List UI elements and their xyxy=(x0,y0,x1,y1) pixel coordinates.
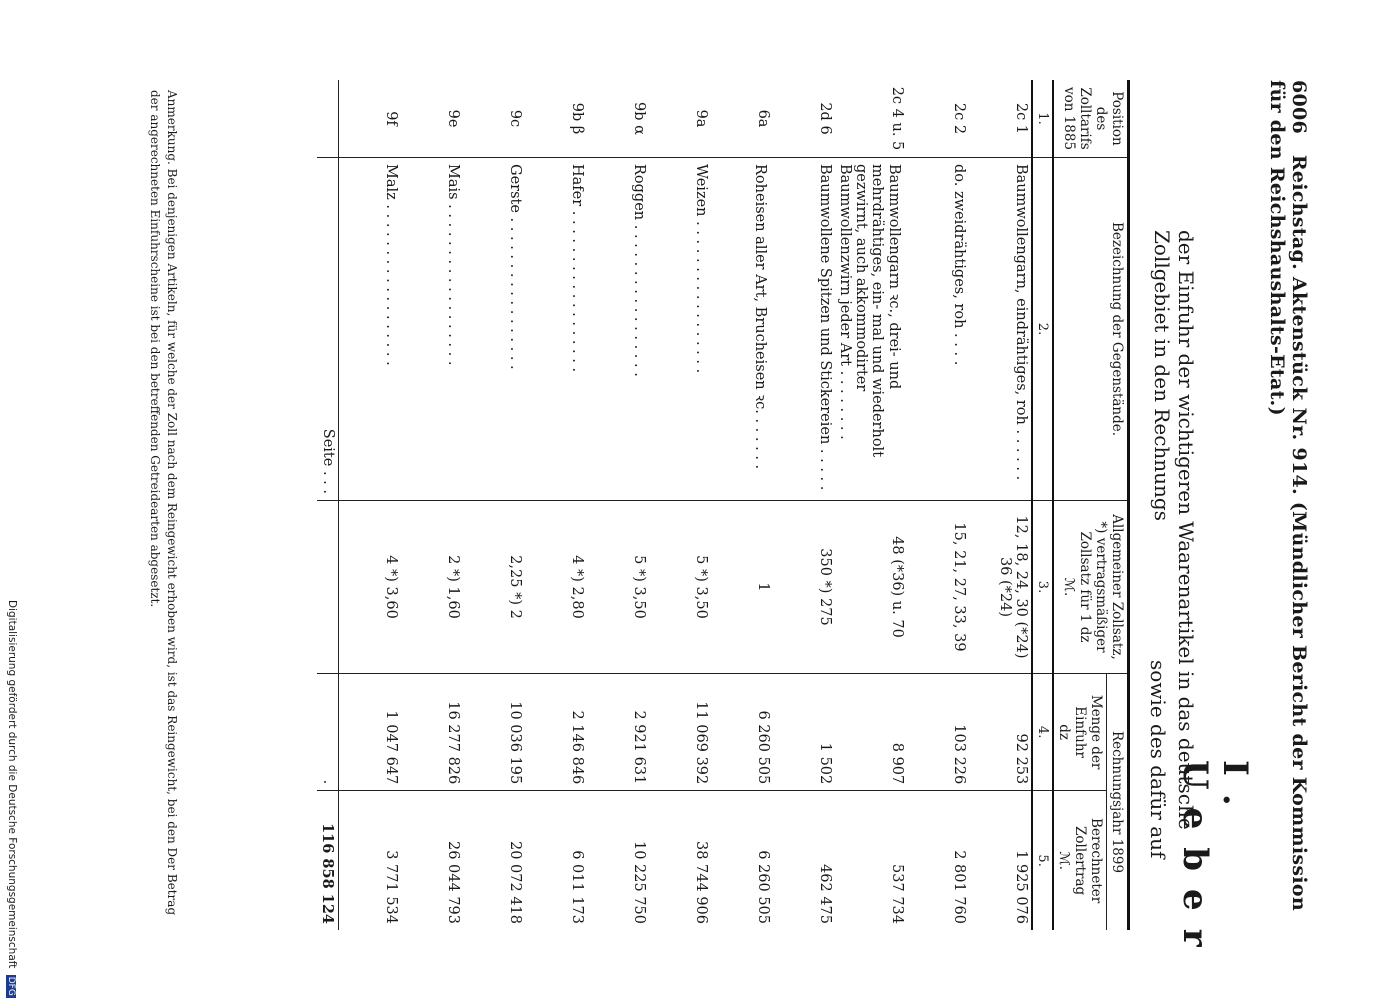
row-quantity: 11 069 392 xyxy=(649,674,711,791)
section-subtitle: sowie des dafür auf xyxy=(1146,660,1170,859)
header-quantity-text: Menge der Einfuhr xyxy=(1072,694,1104,770)
row-position: 2c 2 xyxy=(951,102,967,135)
row-duty: 3 771 534 xyxy=(339,791,402,930)
column-number: 2. xyxy=(1032,158,1053,501)
header-rate-unit: ℳ. xyxy=(1061,577,1077,597)
row-quantity: 103 226 xyxy=(907,674,969,791)
row-position: 2d 6 xyxy=(817,102,833,135)
table-row xyxy=(649,80,711,930)
table-row xyxy=(969,80,1032,930)
row-rate: 5 *) 3,50 xyxy=(587,501,649,674)
row-position: 6a xyxy=(755,109,771,128)
row-duty: 6 260 505 xyxy=(711,791,773,930)
row-description: Hafer . . . . . . . . . . . . . . . . . . xyxy=(525,158,587,501)
header-rate-text: Allgemeiner Zollsatz, *) vertragsmäßiger Zollsatz für 1 dz xyxy=(1077,514,1125,660)
row-rate: 350 *) 275 xyxy=(773,501,835,674)
row-duty: 2 801 760 xyxy=(907,791,969,930)
total-quantity: . xyxy=(317,674,339,791)
section-heading-word: Ueber xyxy=(1175,760,1215,965)
column-number: 3. xyxy=(1032,501,1053,674)
row-description: Weizen . . . . . . . . . . . . . . . . . xyxy=(649,158,711,501)
row-quantity: 6 260 505 xyxy=(711,674,773,791)
table-row xyxy=(463,80,525,930)
row-position: 9f xyxy=(383,111,399,126)
running-header xyxy=(1266,80,1310,930)
table-row xyxy=(587,80,649,930)
row-description: Baumwollengarn ꝛc., drei- und mehrdrähtiges, ein- mal und wiederholt gezwirnt, auch akkommodirter Baumwollenzwirn jeder Art . . . . . . . . xyxy=(835,158,907,501)
row-rate: 5 *) 3,50 xyxy=(649,501,711,674)
row-quantity: 2 146 846 xyxy=(525,674,587,791)
row-description: Baumwollengarn, eindrähtiges, roh . . . . . . xyxy=(969,158,1032,501)
row-description: Mais . . . . . . . . . . . . . . . . . . xyxy=(401,158,463,501)
row-duty: 26 044 793 xyxy=(401,791,463,930)
row-rate: 4 *) 2,80 xyxy=(525,501,587,674)
page-number: 6006 xyxy=(1288,80,1310,135)
table-row xyxy=(907,80,969,930)
header-description: Bezeichnung der Gegenstände. xyxy=(1053,158,1129,501)
digitization-credit xyxy=(6,600,18,998)
table-row xyxy=(711,80,773,930)
row-rate: 1 xyxy=(711,501,773,674)
row-quantity: 1 502 xyxy=(773,674,835,791)
row-description: Malz . . . . . . . . . . . . . . . . . . xyxy=(339,158,402,501)
header-duty-text: Berechneter Zollertrag xyxy=(1072,818,1104,904)
table-row xyxy=(401,80,463,930)
row-position: 2c 1 xyxy=(1013,102,1029,135)
table-row xyxy=(339,80,402,930)
header-quantity xyxy=(1053,674,1107,791)
row-duty: 6 011 173 xyxy=(525,791,587,930)
row-description: Gerste . . . . . . . . . . . . . . . . . xyxy=(463,158,525,501)
table-row xyxy=(773,80,835,930)
section-roman: I. xyxy=(1215,760,1255,824)
row-description: Baumwollene Spitzen und Stickereien . . . . . xyxy=(773,158,835,501)
row-duty: 38 744 906 xyxy=(649,791,711,930)
total-row xyxy=(317,80,339,930)
column-number: 1. xyxy=(1032,80,1053,158)
row-rate: 2 *) 1,60 xyxy=(401,501,463,674)
row-description: Roheisen aller Art, Brucheisen ꝛc. . . . . . . xyxy=(711,158,773,501)
section-title: der Einfuhr der wichtigeren Waarenartikel in das deutsche Zollgebiet in den Rechnungs xyxy=(1150,230,1198,830)
dfg-logo: DFG xyxy=(6,976,16,996)
row-duty: 537 734 xyxy=(835,791,907,930)
footnote: Anmerkung. Bei denjenigen Artikeln, für welche der Zoll nach dem Reingewicht erhoben wird, ist das Reingewicht, bei den Der Betrag der angerechneten Einfuhrscheine ist bei den betreffenden Getreidearten abgesetzt. xyxy=(148,90,179,916)
row-duty: 20 072 418 xyxy=(463,791,525,930)
row-quantity: 16 277 826 xyxy=(401,674,463,791)
row-rate: 12, 18, 24, 30 (*24) 36 (*24) xyxy=(969,501,1032,674)
header-quantity-unit: dz xyxy=(1056,724,1072,741)
row-rate: 4 *) 3,60 xyxy=(339,501,402,674)
row-quantity: 1 047 647 xyxy=(339,674,402,791)
column-number: 5. xyxy=(1032,791,1053,930)
row-quantity: 2 921 631 xyxy=(587,674,649,791)
header-duty-unit: ℳ. xyxy=(1056,851,1072,870)
total-duty: 116 858 124 xyxy=(317,791,339,930)
header-rate xyxy=(1053,501,1129,674)
row-position: 2c 4 u. 5 xyxy=(889,86,905,151)
row-position: 9a xyxy=(693,109,709,128)
table-row xyxy=(525,80,587,930)
row-duty: 1 925 076 xyxy=(969,791,1032,930)
table-row xyxy=(835,80,907,930)
row-rate: 48 (*36) u. 70 xyxy=(835,501,907,674)
row-rate: 15, 21, 27, 33, 39 xyxy=(907,501,969,674)
row-description: Roggen . . . . . . . . . . . . . . . . . xyxy=(587,158,649,501)
row-position: 9e xyxy=(445,109,461,128)
running-title: Reichstag. Aktenstück Nr. 914. (Mündlicher Bericht der Kommission für den Reichshaushalts-Etat.) xyxy=(1266,80,1310,912)
header-duty xyxy=(1053,791,1107,930)
row-quantity: 8 907 xyxy=(835,674,907,791)
credit-text: Digitalisierung gefördert durch die Deutsche Forschungsgemeinschaft xyxy=(6,600,18,969)
row-position: 9c xyxy=(507,109,523,128)
import-table xyxy=(317,80,1130,930)
rotated-document-page xyxy=(70,80,1310,965)
row-position: 9b α xyxy=(631,102,647,135)
header-position: Position des Zolltarifs von 1885 xyxy=(1053,80,1129,158)
row-duty: 462 475 xyxy=(773,791,835,930)
row-quantity: 92 253 xyxy=(969,674,1032,791)
column-number: 4. xyxy=(1032,674,1053,791)
row-duty: 10 225 750 xyxy=(587,791,649,930)
row-position: 9b β xyxy=(569,102,585,135)
total-label: Seite . . . xyxy=(317,158,339,501)
row-quantity: 10 036 195 xyxy=(463,674,525,791)
header-year-group: Rechnungsjahr 1899 xyxy=(1107,674,1129,931)
row-rate: 2,25 *) 2 xyxy=(463,501,525,674)
row-description: do. zweidrähtiges, roh . . . . xyxy=(907,158,969,501)
